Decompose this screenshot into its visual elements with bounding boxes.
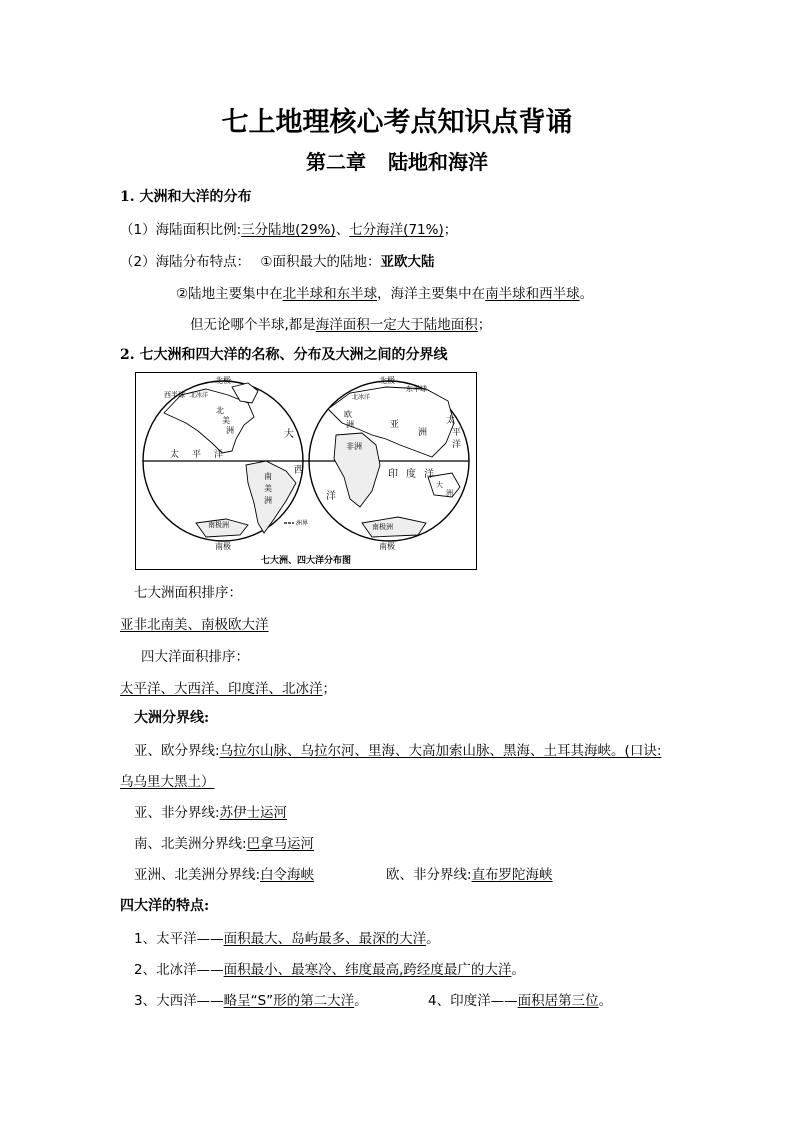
atlantic-feature bbox=[134, 989, 368, 1009]
asia-europe-label: 亚、欧分界线: bbox=[134, 743, 220, 759]
ocean-order-value: 太平洋、大西洋、印度洋、北冰洋 bbox=[120, 681, 323, 697]
map-atlantic-2: 西 bbox=[294, 465, 304, 476]
map-sa-1: 南 bbox=[264, 472, 272, 481]
asia-africa-boundary bbox=[134, 801, 287, 821]
indian-label: 4、印度洋—— bbox=[428, 993, 518, 1009]
map-south-pole-west: 南极 bbox=[215, 542, 231, 551]
ocean-larger-value: 海洋面积一定大于陆地面积 bbox=[315, 317, 478, 333]
ocean-hemispheres: 南半球和西半球 bbox=[485, 286, 580, 302]
map-oceania-1: 大 bbox=[436, 481, 443, 489]
map-indian-1: 印 bbox=[388, 469, 398, 480]
pacific-value: 面积最大、岛屿最多、最深的大洋 bbox=[223, 931, 427, 947]
map-north-pole-west: 北极 bbox=[215, 376, 231, 385]
hemisphere-text-2: ，海洋主要集中在 bbox=[377, 286, 486, 302]
map-south-pole-east: 南极 bbox=[379, 542, 395, 551]
europe-africa-boundary bbox=[386, 863, 553, 883]
continent-order-label: 七大洲面积排序： bbox=[134, 585, 242, 601]
ratio-end: ； bbox=[443, 222, 458, 238]
map-eastern-hemisphere: 东半球 bbox=[406, 385, 427, 393]
map-arctic-east: 北冰洋 bbox=[352, 394, 371, 401]
largest-land-value: 亚欧大陆 bbox=[380, 254, 435, 270]
map-europe-1: 欧 bbox=[344, 410, 352, 419]
ocean-order-end: ； bbox=[322, 681, 336, 697]
largest-land-label: ①面积最大的陆地： bbox=[260, 254, 381, 270]
arctic-feature bbox=[134, 958, 525, 978]
hemisphere-point bbox=[176, 282, 593, 302]
hemisphere-text-1: ②陆地主要集中在 bbox=[176, 286, 283, 302]
map-asia-2: 洲 bbox=[418, 428, 428, 438]
arctic-label: 2、北冰洋—— bbox=[134, 962, 224, 978]
map-pacific-east-1: 太 bbox=[446, 416, 456, 426]
map-sa-3: 洲 bbox=[264, 496, 272, 505]
map-north-pole-east: 北极 bbox=[379, 376, 395, 385]
ocean-order-label: 四大洋面积排序： bbox=[141, 649, 249, 665]
page-title: 七上地理核心考点知识点背诵 bbox=[221, 107, 573, 138]
pacific-feature bbox=[134, 927, 440, 947]
atlantic-value: 略呈“S”形的第二大洋 bbox=[223, 993, 355, 1009]
pacific-label: 1、太平洋—— bbox=[134, 931, 224, 947]
distribution-item bbox=[120, 250, 435, 270]
indian-value: 面积居第三位 bbox=[517, 993, 599, 1009]
arctic-value: 面积最小、最寒冷、纬度最高,跨经度最广的大洋 bbox=[223, 962, 512, 978]
map-pacific-3: 洋 bbox=[214, 450, 224, 460]
ratio-label: （1）海陆面积比例: bbox=[120, 222, 242, 238]
map-na-1: 北 bbox=[216, 406, 224, 415]
pacific-end: 。 bbox=[426, 931, 440, 947]
ocean-order bbox=[120, 677, 336, 697]
map-asia-1: 亚 bbox=[390, 420, 400, 430]
atlantic-label: 3、大西洋—— bbox=[134, 993, 224, 1009]
section1-heading: 1. 大洲和大洋的分布 bbox=[120, 189, 252, 205]
oceans-heading: 四大洋的特点: bbox=[120, 898, 210, 914]
map-antarctica-east: 南极洲 bbox=[372, 523, 393, 531]
europe-africa-value: 直布罗陀海峡 bbox=[471, 867, 553, 883]
map-antarctica-west: 南极洲 bbox=[208, 521, 229, 529]
chapter-title bbox=[0, 146, 794, 175]
chapter-name: 陆地和海洋 bbox=[388, 150, 488, 174]
americas-label: 南、北美洲分界线: bbox=[134, 836, 247, 852]
americas-boundary bbox=[134, 832, 314, 852]
ratio-sep: 、 bbox=[335, 222, 350, 238]
americas-value: 巴拿马运河 bbox=[246, 836, 315, 852]
asia-africa-label: 亚、非分界线: bbox=[134, 805, 220, 821]
indian-feature bbox=[428, 989, 612, 1009]
map-africa: 非洲 bbox=[346, 442, 362, 451]
map-western-hemisphere: 西半球 bbox=[164, 391, 185, 399]
map-europe-2: 洲 bbox=[346, 420, 354, 429]
map-indian-2: 度 bbox=[406, 469, 416, 480]
boundary-heading: 大洲分界线: bbox=[134, 710, 210, 726]
map-pacific-2: 平 bbox=[192, 450, 202, 460]
indian-end: 。 bbox=[598, 993, 613, 1009]
map-oceania-2: 洲 bbox=[446, 489, 453, 497]
asia-europe-mnemonic: 乌乌里大黑土） bbox=[120, 774, 215, 790]
continent-order-value: 亚非北南美、南极欧大洋 bbox=[120, 617, 269, 633]
map-sa-2: 美 bbox=[264, 484, 272, 493]
asia-na-label: 亚洲、北美洲分界线: bbox=[134, 867, 261, 883]
land-hemispheres: 北半球和东半球 bbox=[282, 286, 378, 302]
map-atlantic-east: 洋 bbox=[326, 491, 336, 502]
atlantic-end: 。 bbox=[354, 993, 368, 1009]
hemisphere-text-3: 。 bbox=[579, 286, 594, 302]
world-map bbox=[136, 373, 476, 569]
map-pacific-east-3: 洋 bbox=[452, 440, 462, 450]
asia-africa-value: 苏伊士运河 bbox=[219, 805, 288, 821]
map-pacific-1: 太 bbox=[170, 450, 180, 460]
europe-africa-label: 欧、非分界线: bbox=[386, 867, 472, 883]
asia-europe-boundary bbox=[134, 739, 661, 759]
distribution-label: （2）海陆分布特点： bbox=[120, 254, 251, 270]
asia-europe-value: 乌拉尔山脉、乌拉尔河、里海、大高加索山脉、黑海、土耳其海峡。(口诀: bbox=[219, 743, 662, 759]
chapter-number: 第二章 bbox=[306, 150, 366, 174]
ocean-larger-point bbox=[190, 313, 491, 333]
map-legend-boundary: 洲界 bbox=[296, 520, 309, 527]
map-caption: 七大洲、四大洋分布图 bbox=[260, 556, 352, 566]
land-ratio: 三分陆地(29%) bbox=[241, 222, 336, 238]
ocean-larger-text-1: 但无论哪个半球,都是 bbox=[190, 317, 316, 333]
ocean-larger-end: ； bbox=[477, 317, 492, 333]
asia-na-value: 白令海峡 bbox=[260, 867, 315, 883]
map-indian-3: 洋 bbox=[424, 469, 434, 480]
world-map-figure bbox=[135, 372, 477, 570]
map-pacific-east-2: 平 bbox=[452, 428, 462, 438]
map-na-2: 美 bbox=[222, 416, 230, 425]
arctic-end: 。 bbox=[511, 962, 525, 978]
land-sea-ratio bbox=[120, 218, 457, 238]
map-na-3: 洲 bbox=[226, 426, 234, 435]
ocean-ratio: 七分海洋(71%) bbox=[349, 222, 444, 238]
asia-na-boundary bbox=[134, 863, 314, 883]
section2-heading: 2. 七大洲和四大洋的名称、分布及大洲之间的分界线 bbox=[120, 347, 448, 363]
map-arctic-west: 北冰洋 bbox=[190, 392, 209, 399]
map-atlantic-1: 大 bbox=[284, 429, 294, 440]
